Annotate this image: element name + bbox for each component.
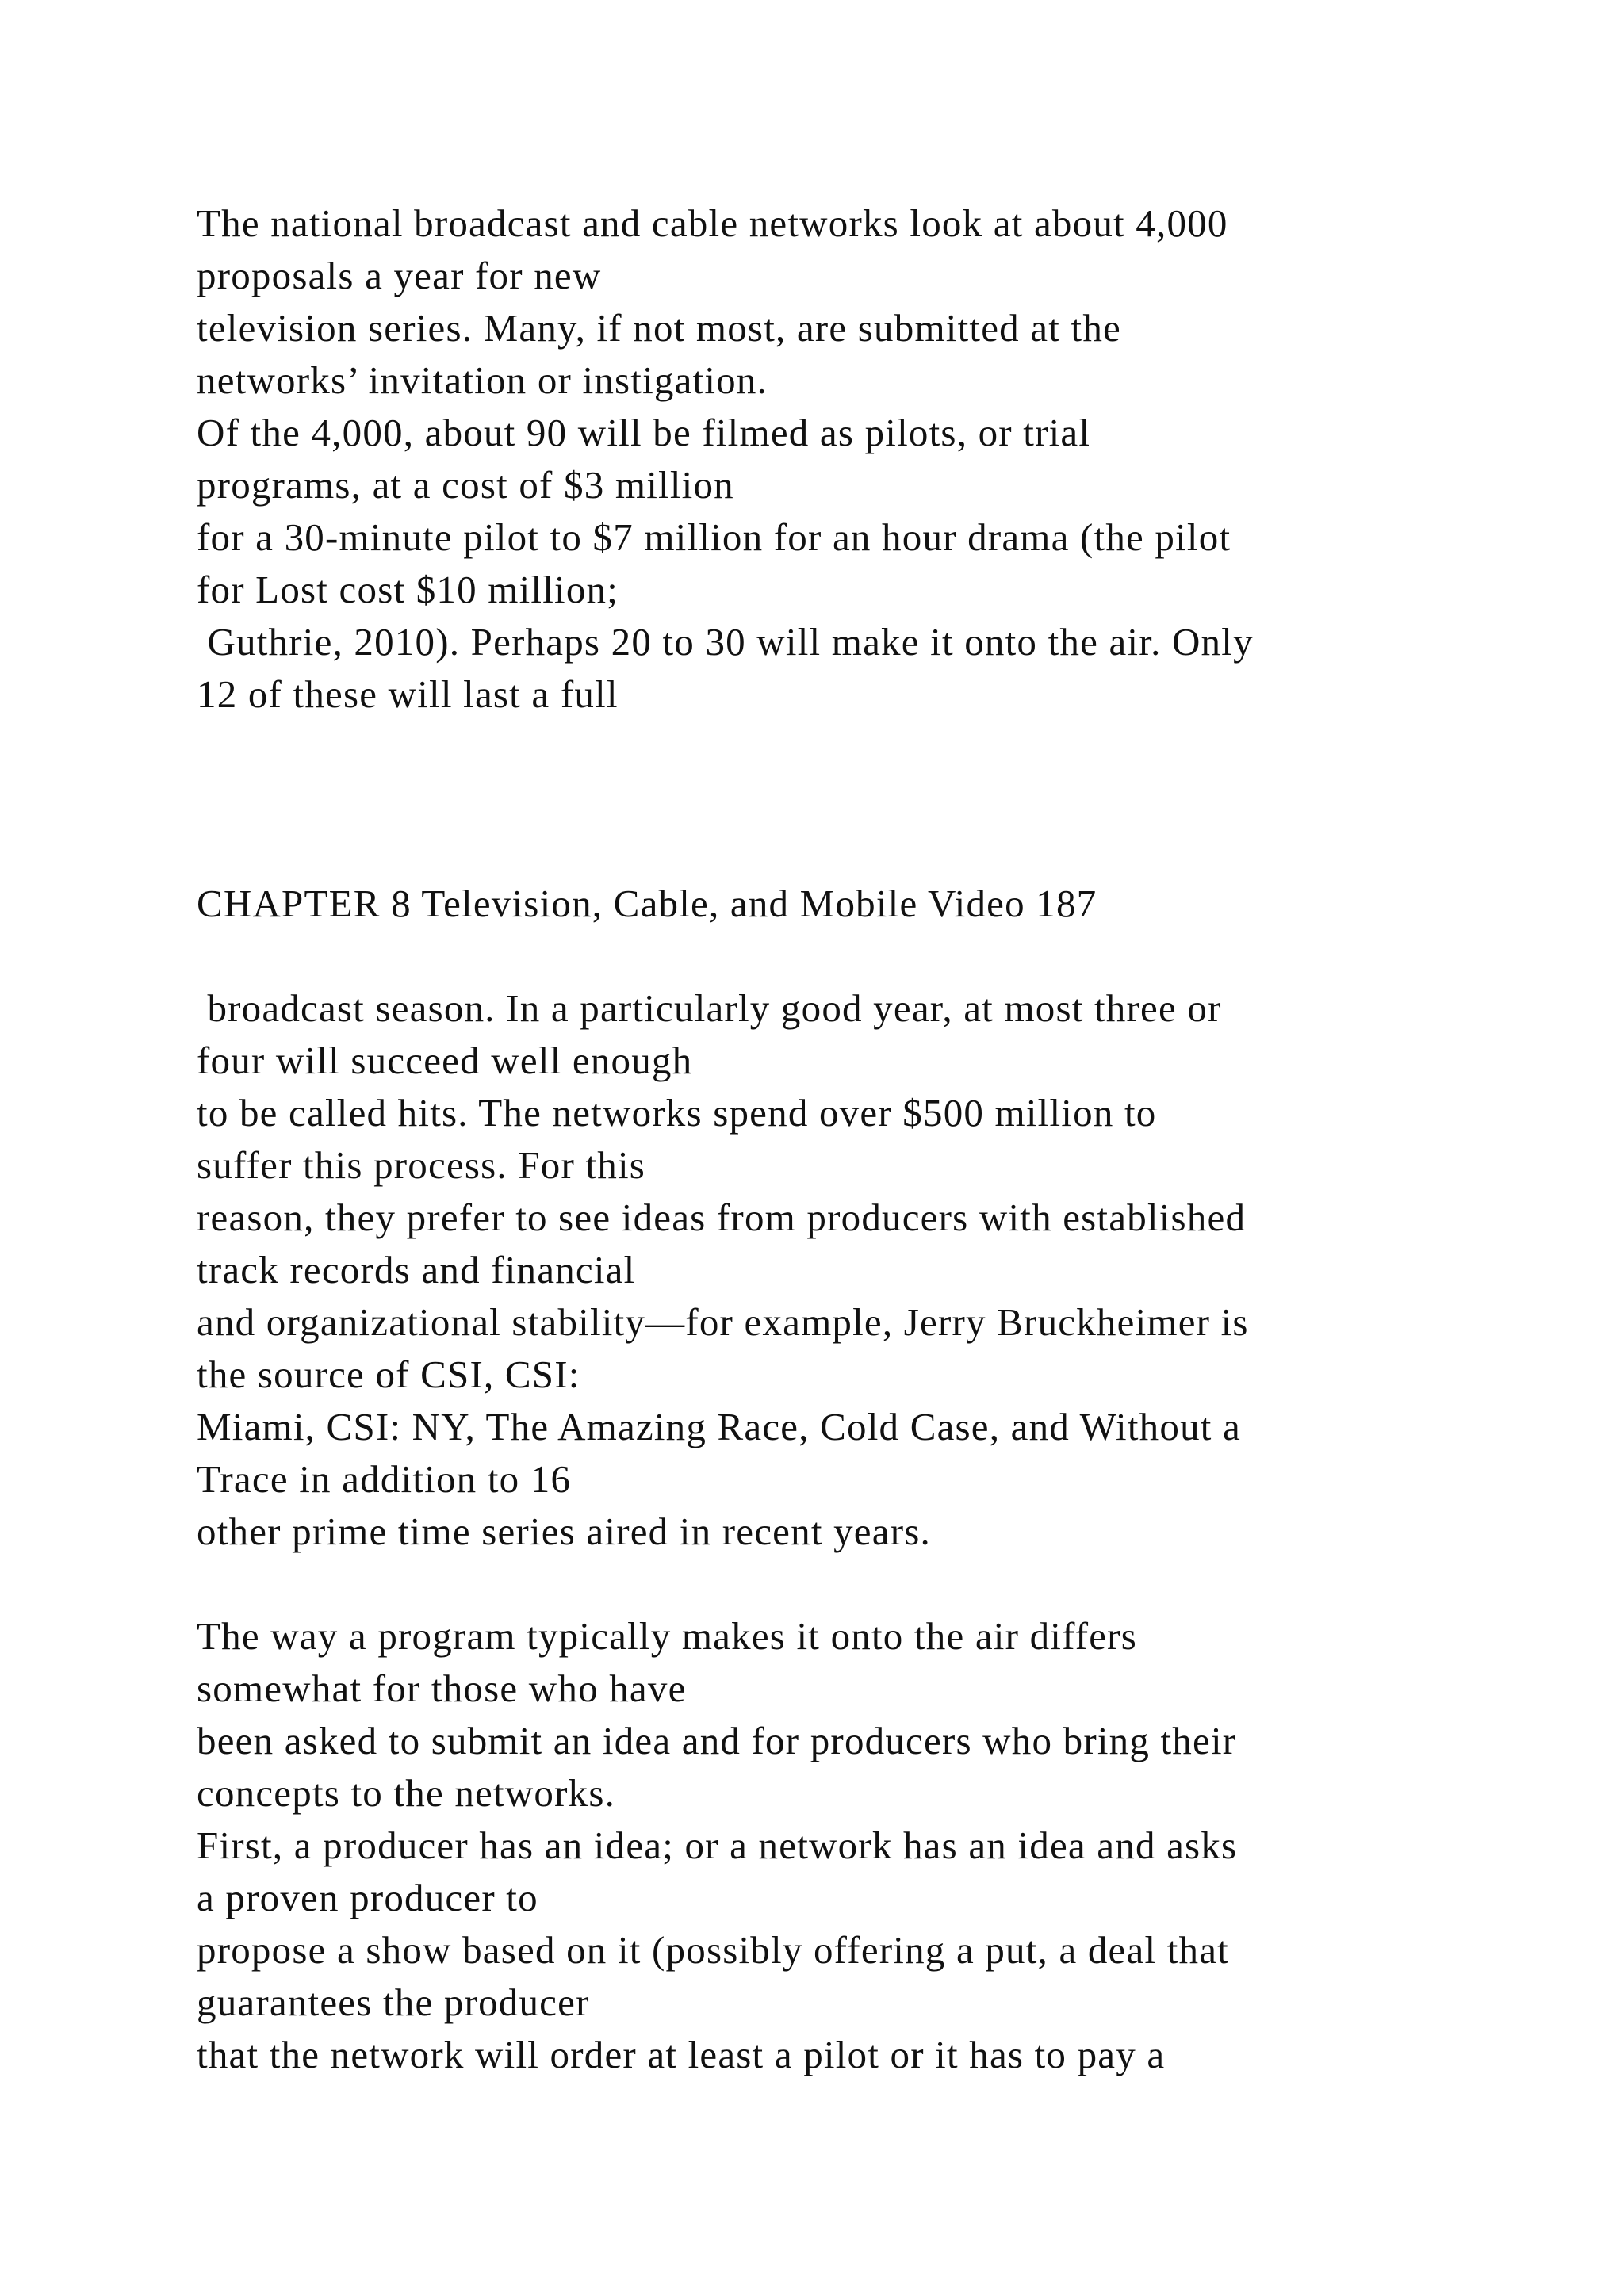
text-line: reason, they prefer to see ideas from producers with established — [197, 1196, 1247, 1239]
text-line: networks’ invitation or instigation. — [197, 358, 768, 402]
text-line: somewhat for those who have — [197, 1667, 687, 1710]
chapter-header: CHAPTER 8 Television, Cable, and Mobile Video 187 — [197, 882, 1097, 925]
text-line: broadcast season. In a particularly good year, at most three or — [197, 986, 1222, 1030]
text-line: been asked to submit an idea and for producers who bring their — [197, 1719, 1237, 1762]
text-line: The national broadcast and cable networks look at about 4,000 — [197, 201, 1228, 245]
text-line: First, a producer has an idea; or a network has an idea and asks — [197, 1823, 1238, 1867]
text-line: Trace in addition to 16 — [197, 1457, 572, 1501]
text-line: four will succeed well enough — [197, 1039, 693, 1082]
text-line: suffer this process. For this — [197, 1143, 646, 1187]
text-line: for Lost cost $10 million; — [197, 568, 619, 611]
text-line: Miami, CSI: NY, The Amazing Race, Cold Case, and Without a — [197, 1405, 1241, 1448]
text-line: track records and financial — [197, 1248, 636, 1292]
text-line: programs, at a cost of $3 million — [197, 463, 734, 507]
text-line: that the network will order at least a pilot or it has to pay a — [197, 2033, 1166, 2076]
text-line: for a 30-minute pilot to $7 million for an hour drama (the pilot — [197, 515, 1231, 559]
text-line: The way a program typically makes it onto the air differs — [197, 1614, 1137, 1658]
text-line: the source of CSI, CSI: — [197, 1353, 580, 1396]
text-line: and organizational stability—for example, Jerry Bruckheimer is — [197, 1300, 1249, 1344]
text-line: to be called hits. The networks spend over $500 million to — [197, 1091, 1157, 1135]
text-line: other prime time series aired in recent years. — [197, 1510, 931, 1553]
text-line: propose a show based on it (possibly offering a put, a deal that — [197, 1928, 1229, 1972]
text-line: guarantees the producer — [197, 1980, 590, 2024]
text-line: a proven producer to — [197, 1876, 538, 1919]
text-line: proposals a year for new — [197, 254, 602, 297]
text-line: Guthrie, 2010). Perhaps 20 to 30 will make it onto the air. Only — [197, 620, 1254, 664]
text-line: concepts to the networks. — [197, 1771, 616, 1815]
text-line: television series. Many, if not most, are submitted at the — [197, 306, 1121, 350]
text-line: Of the 4,000, about 90 will be filmed as pilots, or trial — [197, 411, 1091, 454]
text-line: 12 of these will last a full — [197, 672, 619, 716]
